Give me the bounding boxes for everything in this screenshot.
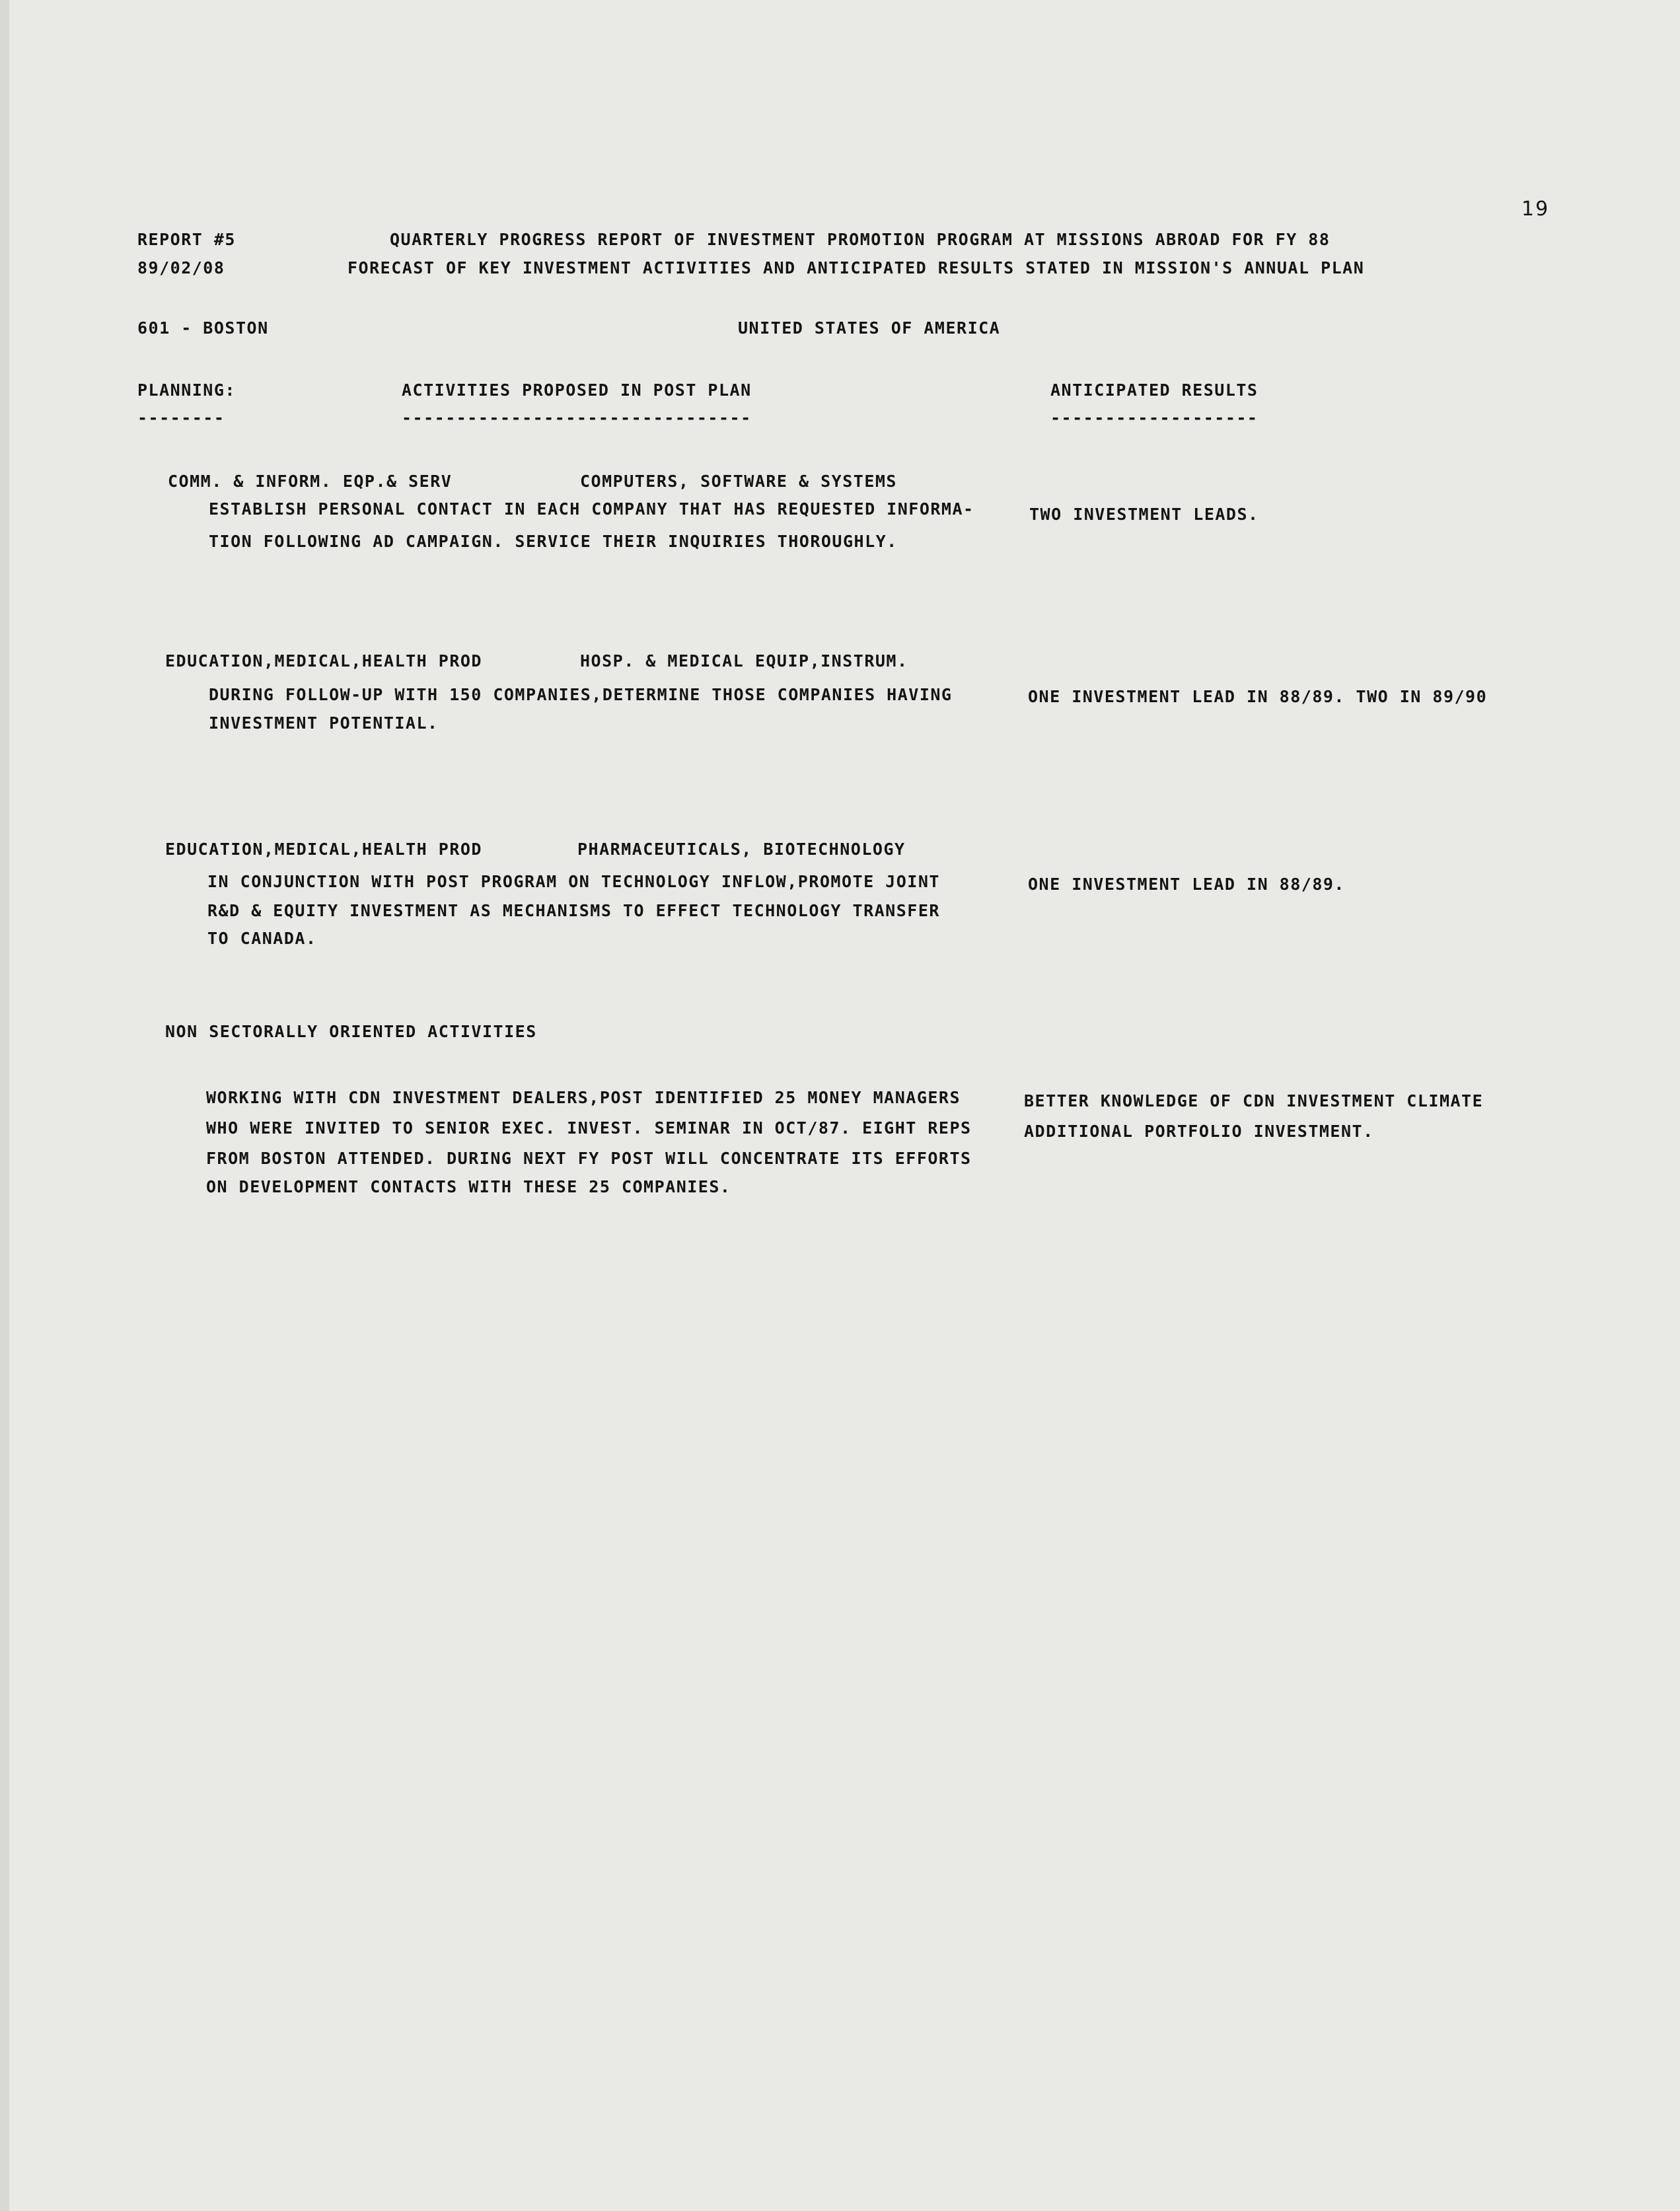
planning-rule: -------- — [137, 408, 225, 427]
result-line: BETTER KNOWLEDGE OF CDN INVESTMENT CLIMATE — [1024, 1091, 1484, 1110]
report-title: QUARTERLY PROGRESS REPORT OF INVESTMENT PROMOTION PROGRAM AT MISSIONS ABROAD FOR FY 88 — [390, 230, 1331, 249]
activity-line: DURING FOLLOW-UP WITH 150 COMPANIES,DETERMINE THOSE COMPANIES HAVING — [209, 685, 953, 704]
result-line: ONE INVESTMENT LEAD IN 88/89. — [1028, 875, 1345, 894]
activity-line: ON DEVELOPMENT CONTACTS WITH THESE 25 COMPANIES. — [206, 1177, 731, 1196]
result-line: ADDITIONAL PORTFOLIO INVESTMENT. — [1024, 1122, 1374, 1141]
activity-line: WORKING WITH CDN INVESTMENT DEALERS,POST IDENTIFIED 25 MONEY MANAGERS — [206, 1088, 961, 1107]
subsector-label: HOSP. & MEDICAL EQUIP,INSTRUM. — [580, 651, 908, 671]
activity-line: INVESTMENT POTENTIAL. — [209, 713, 439, 733]
report-subtitle: FORECAST OF KEY INVESTMENT ACTIVITIES AND ANTICIPATED RESULTS STATED IN MISSION'S ANNUAL PLAN — [347, 258, 1365, 277]
scan-edge — [0, 0, 9, 2211]
activity-line: TO CANADA. — [207, 929, 317, 948]
mission-name: 601 - BOSTON — [137, 318, 269, 338]
planning-heading: PLANNING: — [137, 381, 236, 400]
activity-line: ESTABLISH PERSONAL CONTACT IN EACH COMPANY THAT HAS REQUESTED INFORMA- — [209, 499, 974, 519]
activities-heading: ACTIVITIES PROPOSED IN POST PLAN — [402, 381, 752, 400]
activity-line: WHO WERE INVITED TO SENIOR EXEC. INVEST. SEMINAR IN OCT/87. EIGHT REPS — [206, 1118, 972, 1138]
section-heading: NON SECTORALLY ORIENTED ACTIVITIES — [165, 1022, 537, 1041]
page-number: 19 — [1521, 198, 1550, 221]
sector-label: EDUCATION,MEDICAL,HEALTH PROD — [165, 651, 482, 671]
result-line: TWO INVESTMENT LEADS. — [1029, 505, 1259, 524]
activities-rule: -------------------------------- — [402, 408, 752, 427]
subsector-label: PHARMACEUTICALS, BIOTECHNOLOGY — [577, 840, 906, 859]
results-rule: ------------------- — [1050, 408, 1259, 427]
result-line: ONE INVESTMENT LEAD IN 88/89. TWO IN 89/90 — [1028, 687, 1488, 706]
report-id: REPORT #5 — [137, 230, 236, 249]
mission-country: UNITED STATES OF AMERICA — [738, 318, 1001, 338]
activity-line: TION FOLLOWING AD CAMPAIGN. SERVICE THEIR INQUIRIES THOROUGHLY. — [209, 532, 898, 551]
report-date: 89/02/08 — [137, 258, 225, 277]
sector-label: EDUCATION,MEDICAL,HEALTH PROD — [165, 840, 482, 859]
sector-label: COMM. & INFORM. EQP.& SERV — [168, 472, 453, 491]
subsector-label: COMPUTERS, SOFTWARE & SYSTEMS — [580, 472, 897, 491]
results-heading: ANTICIPATED RESULTS — [1050, 381, 1259, 400]
activity-line: IN CONJUNCTION WITH POST PROGRAM ON TECHNOLOGY INFLOW,PROMOTE JOINT — [207, 872, 940, 891]
activity-line: R&D & EQUITY INVESTMENT AS MECHANISMS TO EFFECT TECHNOLOGY TRANSFER — [207, 901, 940, 920]
activity-line: FROM BOSTON ATTENDED. DURING NEXT FY POST WILL CONCENTRATE ITS EFFORTS — [206, 1149, 972, 1168]
